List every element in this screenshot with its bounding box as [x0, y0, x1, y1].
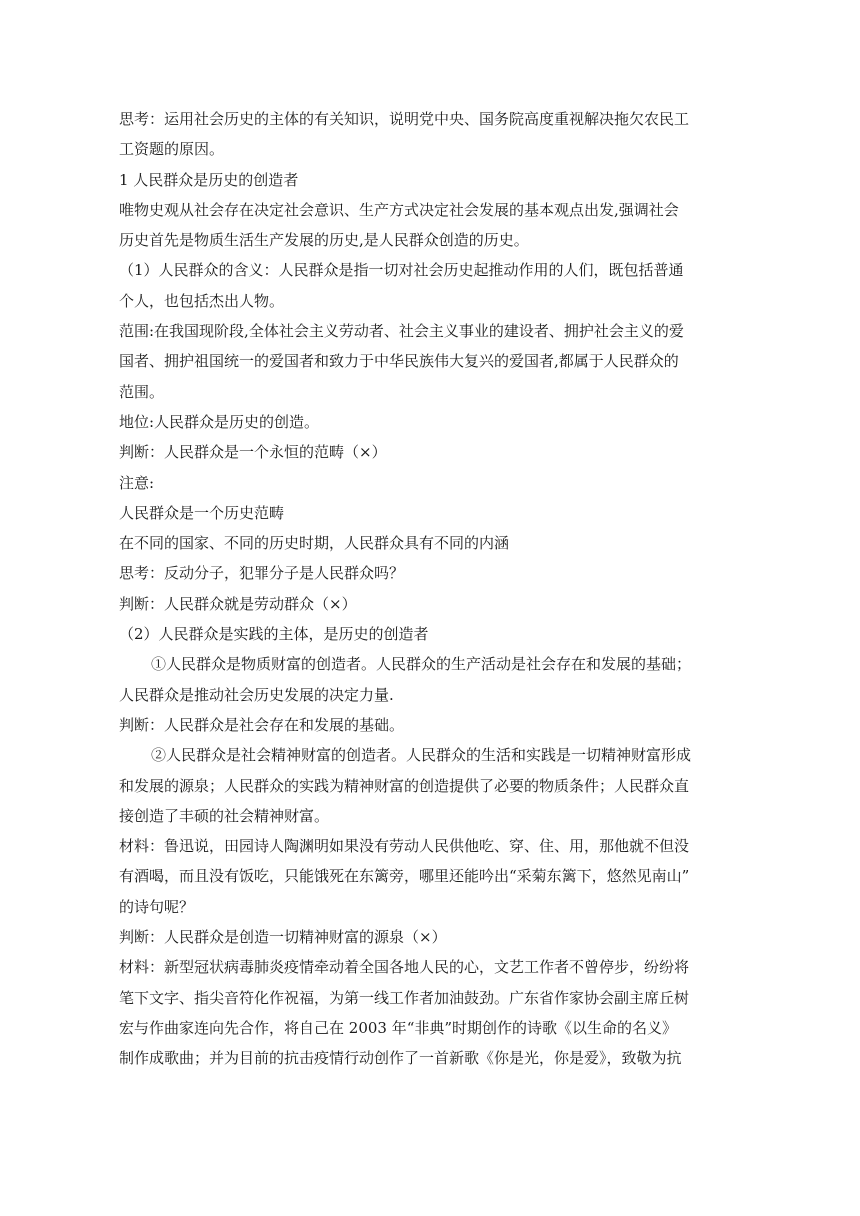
text-line: 有酒喝，而且没有饭吃，只能饿死在东篱旁，哪里还能吟出“采菊东篱下，悠然见南山” — [119, 867, 690, 886]
text-line: 判断：人民群众就是劳动群众（×） — [119, 594, 357, 613]
text-line: （1）人民群众的含义：人民群众是指一切对社会历史起推动作用的人们，既包括普通 — [119, 261, 684, 280]
text-line: 判断：人民群众是社会存在和发展的基础。 — [119, 715, 405, 734]
text-line: 制作成歌曲；并为目前的抗击疫情行动创作了一首新歌《你是光，你是爱》，致敬为抗 — [119, 1049, 682, 1068]
text-line: 思考：运用社会历史的主体的有关知识，说明党中央、国务院高度重视解决拖欠农民工 — [119, 110, 690, 128]
text-line: 唯物史观从社会存在决定社会意识、生产方式决定社会发展的基本观点出发,强调社会 — [119, 200, 679, 219]
text-line: 判断：人民群众是一个永恒的范畴（×） — [119, 443, 387, 462]
section-heading: 1 人民群众是历史的创造者 — [119, 170, 299, 189]
text-line: 的诗句呢？ — [119, 897, 195, 916]
text-line: 接创造了丰硕的社会精神财富。 — [119, 806, 330, 825]
text-line: 在不同的国家、不同的历史时期，人民群众具有不同的内涵 — [119, 534, 510, 553]
text-line: 思考：反动分子，犯罪分子是人民群众吗？ — [119, 564, 405, 583]
text-line: 个人，也包括杰出人物。 — [119, 291, 285, 310]
text-line: 地位:人民群众是历史的创造。 — [119, 412, 320, 431]
text-line: 人民群众是推动社会历史发展的决定力量. — [119, 685, 394, 704]
text-line: 人民群众是一个历史范畴 — [119, 503, 285, 522]
text-line: 范围。 — [119, 382, 165, 401]
text-line: ②人民群众是社会精神财富的创造者。人民群众的生活和实践是一切精神财富形成 — [151, 746, 692, 765]
text-line: 判断：人民群众是创造一切精神财富的源泉（×） — [119, 928, 447, 947]
text-line: 历史首先是物质生活生产发展的历史,是人民群众创造的历史。 — [119, 231, 529, 250]
text-line: 范围:在我国现阶段,全体社会主义劳动者、社会主义事业的建设者、拥护社会主义的爱 — [119, 322, 684, 341]
text-line: 材料：鲁迅说，田园诗人陶渊明如果没有劳动人民供他吃、穿、住、用，那他就不但没 — [119, 837, 690, 856]
text-line: 和发展的源泉；人民群众的实践为精神财富的创造提供了必要的物质条件；人民群众直 — [119, 776, 690, 795]
text-line: 笔下文字、指尖音符化作祝福，为第一线工作者加油鼓劲。广东省作家协会副主席丘树 — [119, 988, 690, 1007]
document-body — [119, 104, 739, 1074]
text-line: （2）人民群众是实践的主体，是历史的创造者 — [119, 625, 429, 644]
text-line: 宏与作曲家连向先合作，将自己在 2003 年“非典”时期创作的诗歌《以生命的名义》 — [119, 1018, 678, 1037]
text-line: 材料：新型冠状病毒肺炎疫情牵动着全国各地人民的心，文艺工作者不曾停步，纷纷将 — [119, 958, 690, 977]
text-line: 注意: — [119, 473, 155, 492]
text-line: ①人民群众是物质财富的创造者。人民群众的生产活动是社会存在和发展的基础； — [151, 655, 692, 674]
text-line: 国者、拥护祖国统一的爱国者和致力于中华民族伟大复兴的爱国者,都属于人民群众的 — [119, 352, 679, 371]
text-line: 工资题的原因。 — [119, 140, 225, 159]
